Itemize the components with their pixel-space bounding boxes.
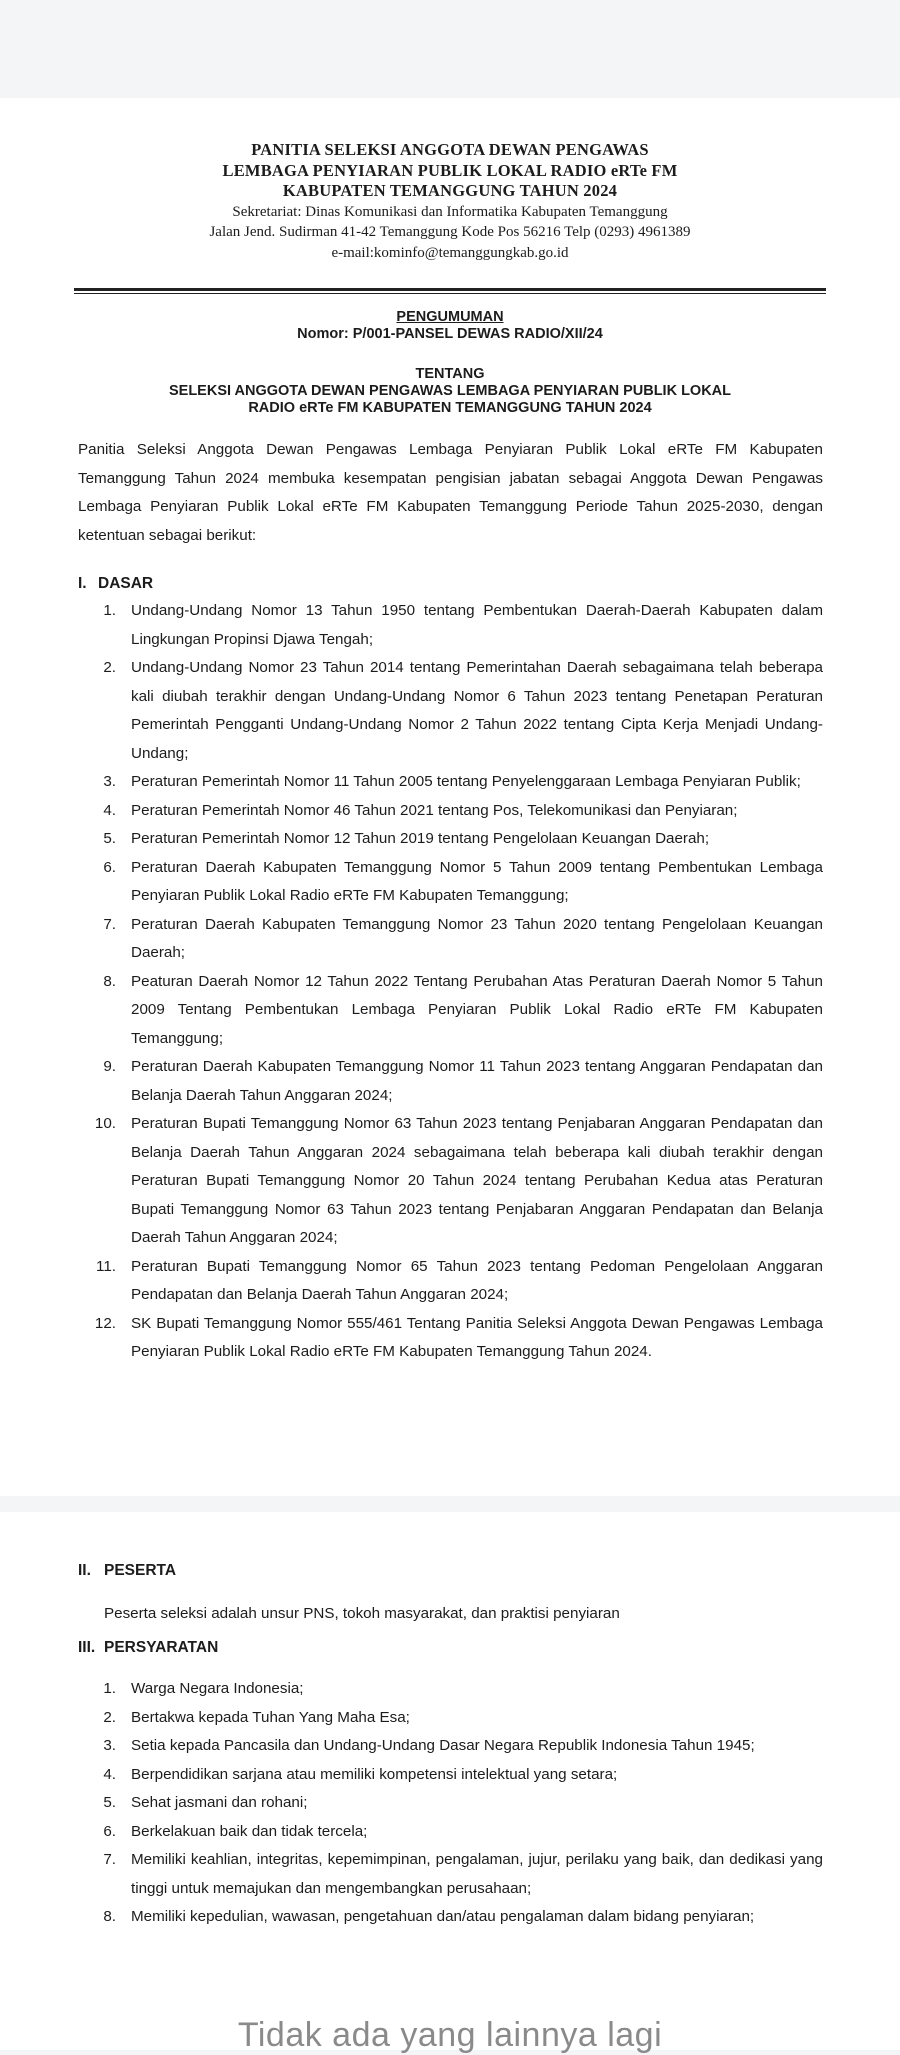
list-item: 9. Peraturan Daerah Kabupaten Temanggung Nomor 11 Tahun 2023 tentang Anggaran Pendapatan dan Belanja Daerah Tahun Anggaran 2024; bbox=[103, 1058, 823, 1104]
list-item: 3. Peraturan Pemerintah Nomor 11 Tahun 2005 tentang Penyelenggaraan Lembaga Penyiaran Publik; bbox=[103, 773, 801, 790]
announcement-number: Nomor: P/001-PANSEL DEWAS RADIO/XII/24 bbox=[297, 326, 603, 342]
dasar-list bbox=[94, 597, 823, 1367]
list-item: 6. Peraturan Daerah Kabupaten Temanggung Nomor 5 Tahun 2009 tentang Pembentukan Lembaga Penyiaran Publik Lokal Radio eRTe FM Kabupaten Temanggung; bbox=[103, 858, 823, 904]
list-item: 12. SK Bupati Temanggung Nomor 555/461 Tentang Panitia Seleksi Anggota Dewan Pengawas Lembaga Penyiaran Publik Lokal Radio eRTe FM Kabupaten Temanggung Tahun 2024. bbox=[94, 1314, 823, 1360]
section-dasar-number: I. bbox=[78, 575, 87, 592]
list-item: 6. Berkelakuan baik dan tidak tercela; bbox=[103, 1822, 368, 1840]
email-prefix: e-mail: bbox=[331, 244, 374, 261]
list-item: 5. Sehat jasmani dan rohani; bbox=[103, 1794, 308, 1811]
peserta-text: Peserta seleksi adalah unsur PNS, tokoh masyarakat, dan praktisi penyiaran bbox=[104, 1605, 620, 1622]
list-item: 1. Undang-Undang Nomor 13 Tahun 1950 tentang Pembentukan Daerah-Daerah Kabupaten dalam Lingkungan Propinsi Djawa Tengah; bbox=[103, 602, 823, 648]
document-page-1 bbox=[0, 98, 900, 1496]
list-item: 11. Peraturan Bupati Temanggung Nomor 65 Tahun 2023 tentang Pedoman Pengelolaan Anggaran Pendapatan dan Belanja Daerah Tahun Anggaran 2024; bbox=[96, 1257, 823, 1303]
email-link[interactable]: kominfo@temanggungkab.go.id bbox=[373, 244, 569, 261]
announcement-subject bbox=[0, 366, 900, 417]
list-item: 4. Peraturan Pemerintah Nomor 46 Tahun 2021 tentang Pos, Telekomunikasi dan Penyiaran; bbox=[103, 801, 738, 819]
list-item: 3. Setia kepada Pancasila dan Undang-Undang Dasar Negara Republik Indonesia Tahun 1945; bbox=[103, 1737, 755, 1754]
section-peserta-number: II. bbox=[78, 1562, 91, 1579]
section-persyaratan-number: III. bbox=[78, 1639, 96, 1656]
letterhead bbox=[0, 140, 900, 263]
list-item: 7. Memiliki keahlian, integritas, kepemimpinan, pengalaman, jujur, perilaku yang baik, dan dedikasi yang tinggi untuk memajukan dan mengembangkan perusahaan; bbox=[103, 1851, 823, 1897]
letterhead-line-2: LEMBAGA PENYIARAN PUBLIK LOKAL RADIO eRTe FM bbox=[222, 160, 678, 180]
announcement-heading: PENGUMUMAN bbox=[396, 309, 504, 325]
intro-paragraph: Panitia Seleksi Anggota Dewan Pengawas Lembaga Penyiaran Publik Lokal eRTe FM Kabupaten Temanggung Tahun 2024 membuka kesempatan pengisian jabatan sebagai Anggota Dewan Pengawas Lembaga Penyiaran Publik Lokal eRTe FM Kabupaten Temanggung Periode Tahun 2025-2030, dengan ketentuan sebagai berikut: bbox=[78, 441, 823, 544]
list-item: 10. Peraturan Bupati Temanggung Nomor 63 Tahun 2023 tentang Penjabaran Anggaran Pendapatan dan Belanja Daerah Tahun Anggaran 2024 sebagaimana telah beberapa kali diubah terakhir dengan Peraturan Bupati Temanggung Nomor 20 Tahun 2024 tentang Perubahan Kedua atas Peraturan Bupati Temanggung Nomor 63 Tahun 2023 tentang Penjabaran Anggaran Pendapatan dan Belanja Daerah Tahun Anggaran 2024; bbox=[94, 1115, 823, 1246]
persyaratan-list bbox=[94, 1675, 823, 1932]
announcement-subject-line-2: RADIO eRTe FM KABUPATEN TEMANGGUNG TAHUN 2024 bbox=[248, 400, 652, 416]
list-item: 2. Bertakwa kepada Tuhan Yang Maha Esa; bbox=[103, 1708, 410, 1726]
letterhead-line-3: KABUPATEN TEMANGGUNG TAHUN 2024 bbox=[282, 181, 618, 200]
letterhead-divider-thin bbox=[74, 293, 826, 294]
announcement-header bbox=[0, 309, 900, 343]
list-item: 2. Undang-Undang Nomor 23 Tahun 2014 tentang Pemerintahan Daerah sebagaimana telah beberapa kali diubah terakhir dengan Undang-Undang Nomor 6 Tahun 2023 tentang Penetapan Peraturan Pemerintah Pengganti Undang-Undang Nomor 2 Tahun 2022 tentang Cipta Kerja Menjadi Undang-Undang; bbox=[103, 659, 823, 762]
letterhead-secretariat: Sekretariat: Dinas Komunikasi dan Informatika Kabupaten Temanggung bbox=[232, 203, 668, 220]
list-item: 8. Peaturan Daerah Nomor 12 Tahun 2022 Tentang Perubahan Atas Peraturan Daerah Nomor 5 Tahun 2009 Tentang Pembentukan Lembaga Penyiaran Publik Lokal Radio eRTe FM Kabupaten Temanggung; bbox=[103, 972, 823, 1047]
letterhead-email-line bbox=[0, 243, 900, 264]
letterhead-divider-thick bbox=[74, 288, 826, 291]
list-item: 5. Peraturan Pemerintah Nomor 12 Tahun 2019 tentang Pengelolaan Keuangan Daerah; bbox=[103, 830, 710, 847]
list-item: 8. Memiliki kepedulian, wawasan, pengetahuan dan/atau pengalaman dalam bidang penyiaran; bbox=[103, 1908, 755, 1925]
list-item: 1. Warga Negara Indonesia; bbox=[103, 1680, 304, 1697]
section-peserta-title: PESERTA bbox=[104, 1562, 177, 1579]
letterhead-line-1: PANITIA SELEKSI ANGGOTA DEWAN PENGAWAS bbox=[251, 140, 649, 159]
announcement-subject-line-1: SELEKSI ANGGOTA DEWAN PENGAWAS LEMBAGA PENYIARAN PUBLIK LOKAL bbox=[168, 383, 732, 399]
section-dasar-title: DASAR bbox=[98, 575, 154, 592]
list-item: 4. Berpendidikan sarjana atau memiliki kompetensi intelektual yang setara; bbox=[103, 1765, 618, 1783]
list-item: 7. Peraturan Daerah Kabupaten Temanggung Nomor 23 Tahun 2020 tentang Pengelolaan Keuangan Daerah; bbox=[103, 915, 823, 961]
letterhead-address: Jalan Jend. Sudirman 41-42 Temanggung Kode Pos 56216 Telp (0293) 4961389 bbox=[209, 224, 691, 240]
end-of-content-note: Tidak ada yang lainnya lagi bbox=[237, 2016, 663, 2054]
announcement-about: TENTANG bbox=[415, 366, 485, 382]
document-page-2 bbox=[0, 1512, 900, 2050]
section-persyaratan-title: PERSYARATAN bbox=[104, 1639, 219, 1656]
